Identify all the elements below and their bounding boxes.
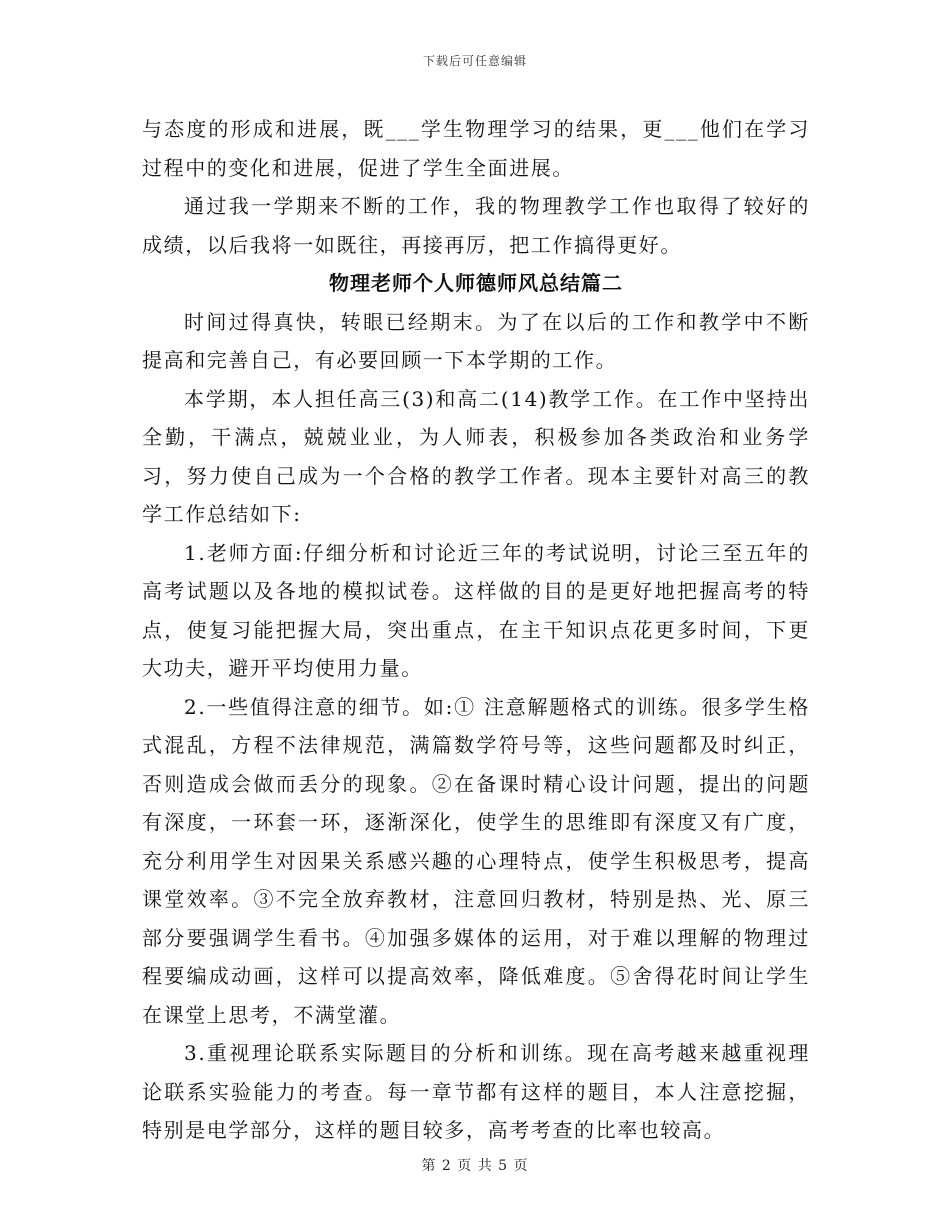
page-footer: 第 2 页 共 5 页 — [421, 1158, 529, 1174]
paragraph-conclusion: 通过我一学期来不断的工作，我的物理教学工作也取得了较好的成绩，以后我将一如既往，再接再厉，把工作搞得更好。 — [142, 194, 810, 257]
paragraph-continued: 与态度的形成和进展，既___学生物理学习的结果，更___他们在学习过程中的变化和进展，促进了学生全面进展。 — [142, 117, 810, 180]
section-title: 物理老师个人师德师风总结篇二 — [329, 271, 623, 295]
paragraph-item-2: 2.一些值得注意的细节。如:① 注意解题格式的训练。很多学生格式混乱，方程不法律规范，满篇数学符号等，这些问题都及时纠正，否则造成会做而丢分的现象。②在备课时精心设计问题，提出的问题有深度，一环套一环，逐渐深化，使学生的思维即有深度又有广度，充分利用学生对因果关系感兴趣的心理特点，使学生积极思考，提高课堂效率。③不完全放弃教材，注意回归教材，特别是热、光、原三部分要强调学生看书。④加强多媒体的运用，对于难以理解的物理过程要编成动画，这样可以提高效率，降低难度。⑤舍得花时间让学生在课堂上思考，不满堂灌。 — [142, 694, 810, 1027]
document-body — [142, 110, 810, 1150]
paragraph-intro: 时间过得真快，转眼已经期末。为了在以后的工作和教学中不断提高和完善自己，有必要回顾一下本学期的工作。 — [142, 309, 810, 372]
page-header: 下载后可任意编辑 — [422, 54, 527, 68]
paragraph-duties: 本学期，本人担任高三(3)和高二(14)教学工作。在工作中坚持出全勤，干满点，兢兢业业，为人师表，积极参加各类政治和业务学习，努力使自己成为一个合格的教学工作者。现本主要针对高三的教学工作总结如下: — [142, 386, 810, 526]
paragraph-item-3: 3.重视理论联系实际题目的分析和训练。现在高考越来越重视理论联系实验能力的考查。每一章节都有这样的题目，本人注意挖掘，特别是电学部分，这样的题目较多，高考考查的比率也较高。 — [142, 1041, 810, 1142]
paragraph-item-1: 1.老师方面:仔细分析和讨论近三年的考试说明，讨论三至五年的高考试题以及各地的模拟试卷。这样做的目的是更好地把握高考的特点，使复习能把握大局，突出重点，在主干知识点花更多时间，下更大功夫，避开平均使用力量。 — [142, 540, 810, 680]
